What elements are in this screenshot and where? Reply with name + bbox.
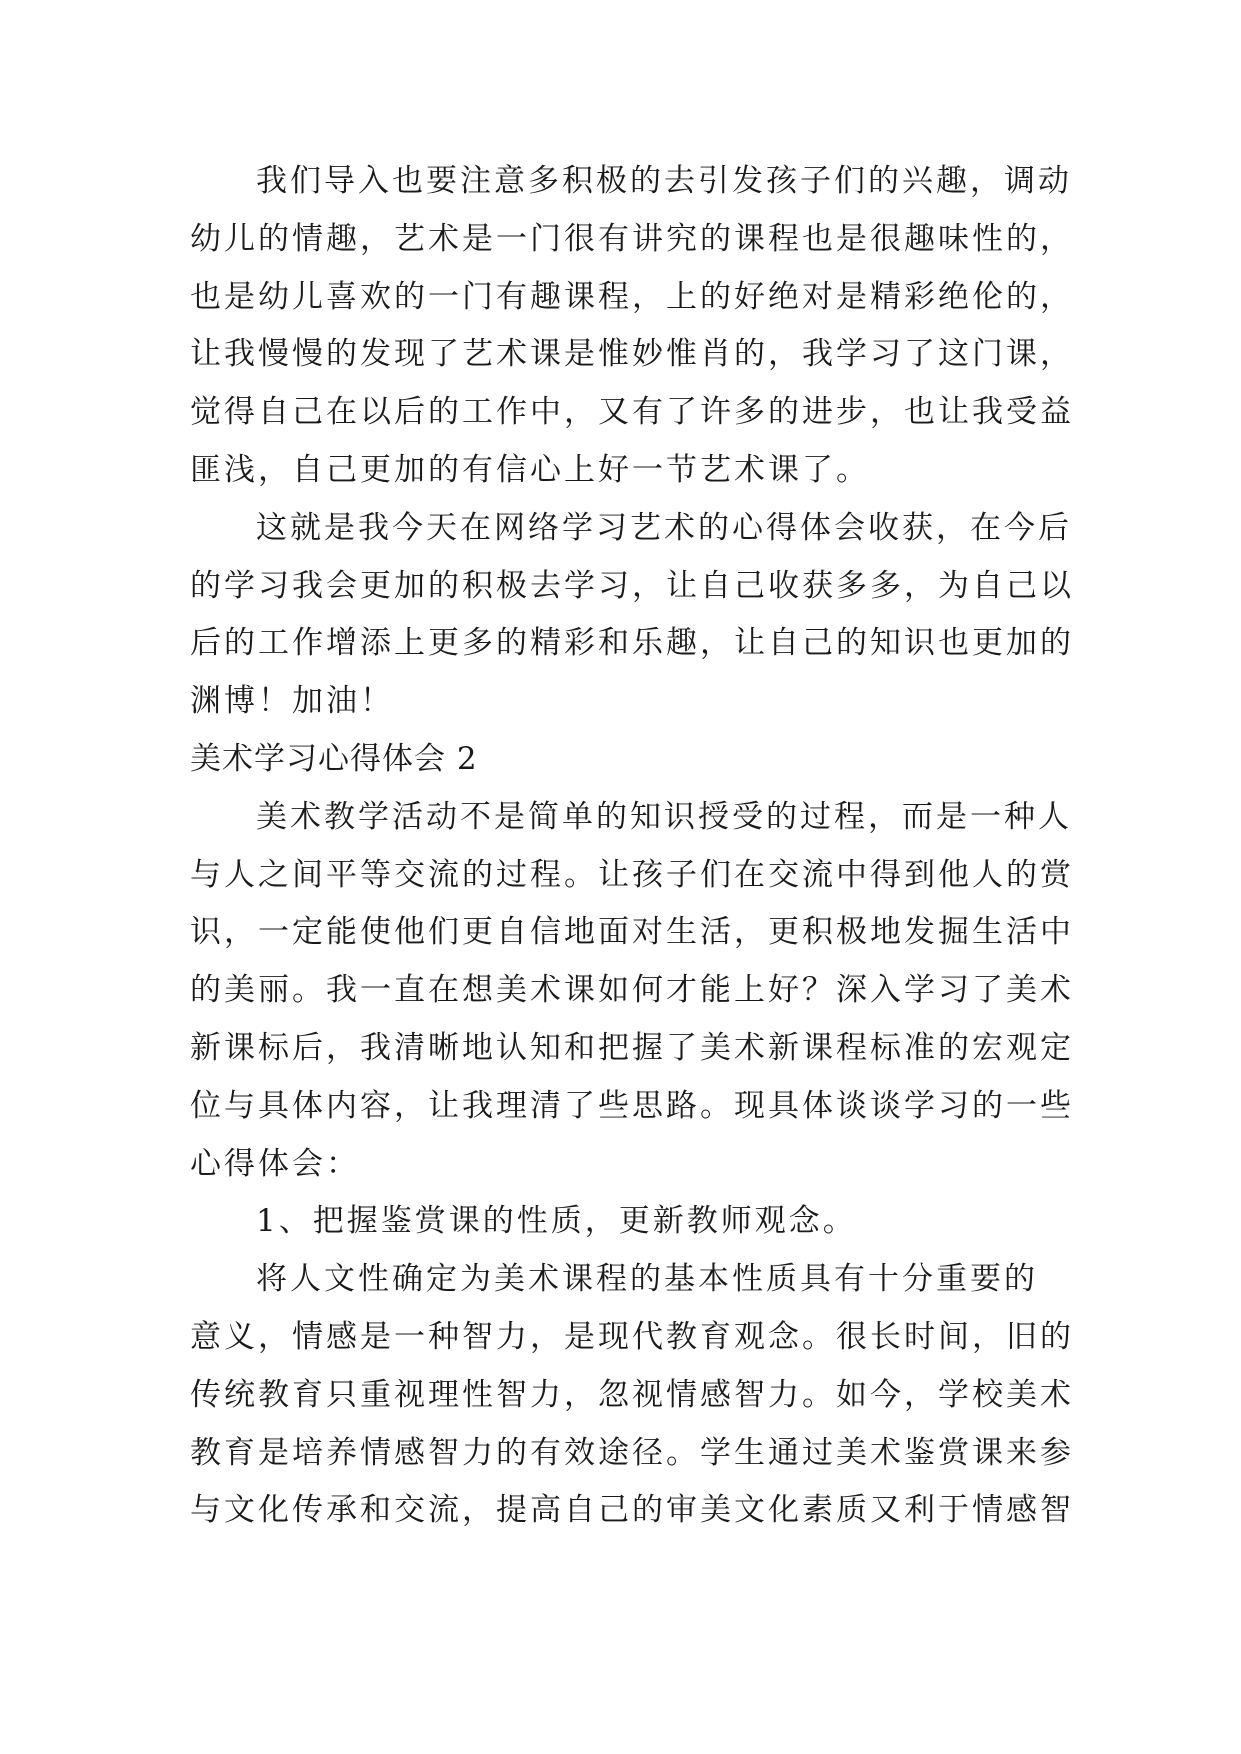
text-line: 意义，情感是一种智力，是现代教育观念。很长时间，旧的 [190, 1318, 1074, 1355]
text-line: 我们导入也要注意多积极的去引发孩子们的兴趣，调动 [256, 163, 1072, 199]
paragraph [190, 1251, 1074, 1540]
text-line: 这就是我今天在网络学习艺术的心得体会收获，在今后 [256, 509, 1072, 546]
document-body [190, 153, 1074, 1540]
text-line: 与人之间平等交流的过程。让孩子们在交流中得到他人的赏 [190, 856, 1074, 893]
text-line: 匪浅，自己更加的有信心上好一节艺术课了。 [190, 451, 870, 488]
text-line: 也是幼儿喜欢的一门有趣课程，上的好绝对是精彩绝伦的， [190, 278, 1074, 315]
text-line: 的美丽。我一直在想美术课如何才能上好？深入学习了美术 [190, 972, 1074, 1009]
text-line: 心得体会： [190, 1145, 360, 1182]
text-line: 位与具体内容，让我理清了些思路。现具体谈谈学习的一些 [190, 1087, 1074, 1124]
text-line: 教育是培养情感智力的有效途径。学生通过美术鉴赏课来参 [190, 1434, 1074, 1471]
text-line: 渊博！加油！ [190, 683, 394, 720]
text-line: 的学习我会更加的积极去学习，让自己收获多多，为自己以 [190, 567, 1074, 604]
text-line: 幼儿的情趣，艺术是一门很有讲究的课程也是很趣味性的， [190, 220, 1074, 257]
text-line: 传统教育只重视理性智力，忽视情感智力。如今，学校美术 [190, 1376, 1074, 1413]
section-heading: 美术学习心得体会 2 [190, 740, 478, 777]
paragraph [190, 789, 1074, 1194]
text-line: 与文化传承和交流，提高自己的审美文化素质又利于情感智 [190, 1492, 1074, 1529]
text-line: 让我慢慢的发现了艺术课是惟妙惟肖的，我学习了这门课， [190, 336, 1074, 373]
paragraph [190, 500, 1074, 731]
text-line: 美术教学活动不是简单的知识授受的过程，而是一种人 [256, 798, 1072, 835]
text-line: 将人文性确定为美术课程的基本性质具有十分重要的 [256, 1261, 1038, 1298]
text-line: 后的工作增添上更多的精彩和乐趣，让自己的知识也更加的 [190, 625, 1074, 662]
text-line: 新课标后，我清晰地认知和把握了美术新课程标准的宏观定 [190, 1029, 1074, 1066]
paragraph [190, 153, 1074, 500]
text-line: 觉得自己在以后的工作中，又有了许多的进步，也让我受益 [190, 394, 1074, 431]
numbered-point: 1、把握鉴赏课的性质，更新教师观念。 [256, 1203, 857, 1240]
text-line: 识，一定能使他们更自信地面对生活，更积极地发掘生活中 [190, 914, 1074, 951]
